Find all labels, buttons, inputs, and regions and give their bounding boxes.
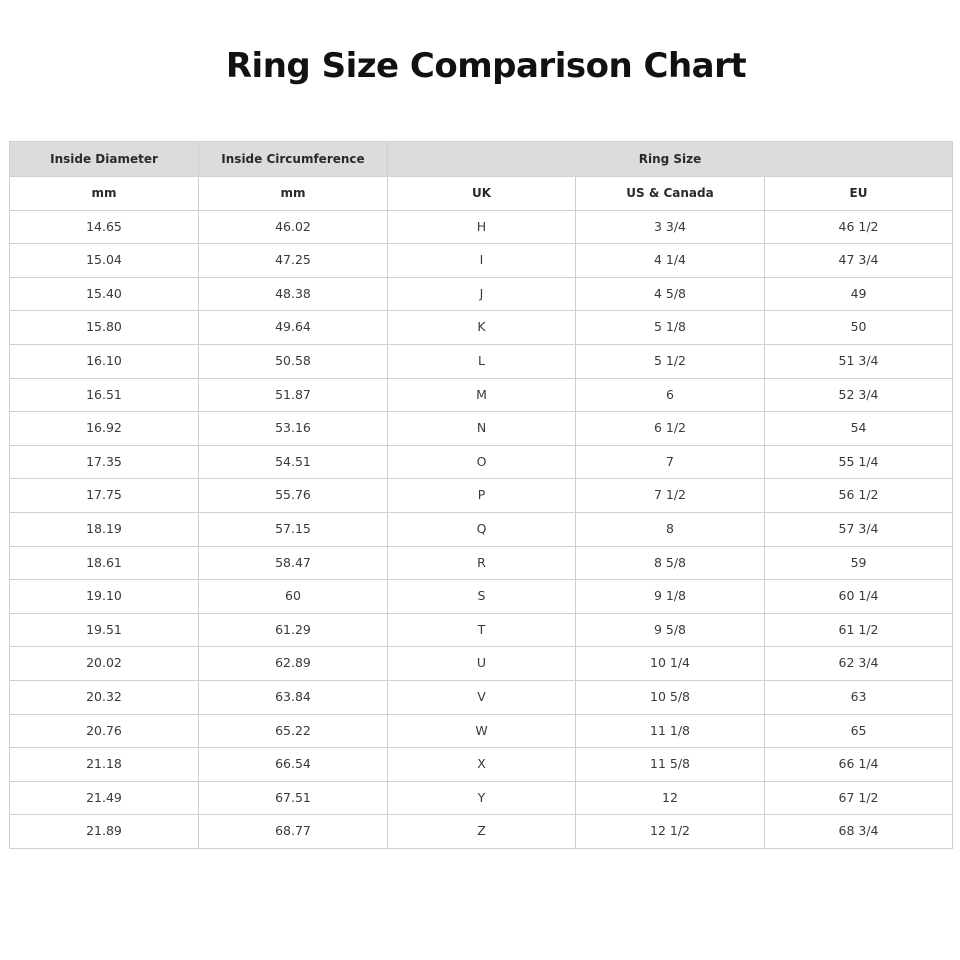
cell-eu-size: 49 <box>765 277 953 311</box>
cell-us-canada-size: 8 5/8 <box>576 546 765 580</box>
cell-uk-size: O <box>388 445 576 479</box>
cell-eu-size: 60 1/4 <box>765 580 953 614</box>
cell-inside-circumference: 51.87 <box>199 378 388 412</box>
cell-uk-size: J <box>388 277 576 311</box>
cell-inside-diameter: 20.02 <box>10 647 199 681</box>
header-ring-size: Ring Size <box>388 142 953 177</box>
cell-inside-diameter: 19.51 <box>10 613 199 647</box>
cell-uk-size: I <box>388 244 576 278</box>
cell-us-canada-size: 10 5/8 <box>576 680 765 714</box>
cell-eu-size: 62 3/4 <box>765 647 953 681</box>
cell-inside-diameter: 21.89 <box>10 815 199 849</box>
cell-us-canada-size: 4 5/8 <box>576 277 765 311</box>
cell-eu-size: 68 3/4 <box>765 815 953 849</box>
cell-uk-size: R <box>388 546 576 580</box>
cell-eu-size: 50 <box>765 311 953 345</box>
cell-eu-size: 47 3/4 <box>765 244 953 278</box>
cell-uk-size: Z <box>388 815 576 849</box>
table-row <box>10 311 953 345</box>
cell-eu-size: 52 3/4 <box>765 378 953 412</box>
table-row <box>10 445 953 479</box>
cell-us-canada-size: 12 <box>576 781 765 815</box>
cell-inside-diameter: 18.19 <box>10 512 199 546</box>
cell-us-canada-size: 8 <box>576 512 765 546</box>
table-row <box>10 412 953 446</box>
cell-inside-circumference: 65.22 <box>199 714 388 748</box>
table-row <box>10 815 953 849</box>
cell-uk-size: X <box>388 748 576 782</box>
cell-uk-size: P <box>388 479 576 513</box>
subheader-uk: UK <box>388 177 576 211</box>
cell-eu-size: 54 <box>765 412 953 446</box>
cell-inside-diameter: 16.10 <box>10 344 199 378</box>
table-row <box>10 512 953 546</box>
cell-us-canada-size: 11 5/8 <box>576 748 765 782</box>
cell-us-canada-size: 3 3/4 <box>576 210 765 244</box>
cell-inside-diameter: 14.65 <box>10 210 199 244</box>
cell-eu-size: 67 1/2 <box>765 781 953 815</box>
cell-eu-size: 66 1/4 <box>765 748 953 782</box>
cell-inside-diameter: 21.18 <box>10 748 199 782</box>
cell-inside-circumference: 63.84 <box>199 680 388 714</box>
cell-us-canada-size: 9 1/8 <box>576 580 765 614</box>
cell-us-canada-size: 12 1/2 <box>576 815 765 849</box>
sub-header-row <box>10 177 953 211</box>
table-row <box>10 378 953 412</box>
cell-inside-circumference: 47.25 <box>199 244 388 278</box>
subheader-us-canada: US & Canada <box>576 177 765 211</box>
table-row <box>10 277 953 311</box>
cell-inside-circumference: 54.51 <box>199 445 388 479</box>
cell-inside-diameter: 16.51 <box>10 378 199 412</box>
cell-eu-size: 65 <box>765 714 953 748</box>
cell-inside-diameter: 21.49 <box>10 781 199 815</box>
table-row <box>10 479 953 513</box>
cell-us-canada-size: 6 <box>576 378 765 412</box>
table-row <box>10 546 953 580</box>
table-row <box>10 680 953 714</box>
header-inside-diameter: Inside Diameter <box>10 142 199 177</box>
cell-uk-size: L <box>388 344 576 378</box>
cell-inside-diameter: 20.76 <box>10 714 199 748</box>
ring-size-table <box>9 141 953 849</box>
subheader-eu: EU <box>765 177 953 211</box>
cell-inside-circumference: 67.51 <box>199 781 388 815</box>
cell-inside-circumference: 46.02 <box>199 210 388 244</box>
cell-uk-size: N <box>388 412 576 446</box>
cell-uk-size: H <box>388 210 576 244</box>
cell-eu-size: 51 3/4 <box>765 344 953 378</box>
cell-uk-size: Q <box>388 512 576 546</box>
subheader-diameter-unit: mm <box>10 177 199 211</box>
cell-inside-circumference: 57.15 <box>199 512 388 546</box>
table-row <box>10 714 953 748</box>
table-row <box>10 647 953 681</box>
cell-us-canada-size: 5 1/2 <box>576 344 765 378</box>
cell-inside-circumference: 62.89 <box>199 647 388 681</box>
cell-us-canada-size: 7 <box>576 445 765 479</box>
cell-uk-size: W <box>388 714 576 748</box>
cell-inside-diameter: 15.40 <box>10 277 199 311</box>
cell-eu-size: 63 <box>765 680 953 714</box>
cell-inside-diameter: 15.04 <box>10 244 199 278</box>
cell-inside-circumference: 60 <box>199 580 388 614</box>
cell-inside-diameter: 17.75 <box>10 479 199 513</box>
cell-inside-circumference: 68.77 <box>199 815 388 849</box>
cell-eu-size: 61 1/2 <box>765 613 953 647</box>
cell-inside-circumference: 66.54 <box>199 748 388 782</box>
cell-us-canada-size: 11 1/8 <box>576 714 765 748</box>
cell-uk-size: M <box>388 378 576 412</box>
cell-inside-diameter: 20.32 <box>10 680 199 714</box>
cell-inside-circumference: 58.47 <box>199 546 388 580</box>
cell-eu-size: 56 1/2 <box>765 479 953 513</box>
table-row <box>10 580 953 614</box>
cell-inside-diameter: 16.92 <box>10 412 199 446</box>
cell-inside-circumference: 50.58 <box>199 344 388 378</box>
cell-eu-size: 57 3/4 <box>765 512 953 546</box>
subheader-circumference-unit: mm <box>199 177 388 211</box>
cell-uk-size: Y <box>388 781 576 815</box>
cell-us-canada-size: 10 1/4 <box>576 647 765 681</box>
table-row <box>10 781 953 815</box>
cell-us-canada-size: 7 1/2 <box>576 479 765 513</box>
cell-inside-circumference: 49.64 <box>199 311 388 345</box>
cell-uk-size: U <box>388 647 576 681</box>
table-row <box>10 344 953 378</box>
cell-us-canada-size: 6 1/2 <box>576 412 765 446</box>
cell-inside-diameter: 19.10 <box>10 580 199 614</box>
group-header-row <box>10 142 953 177</box>
table-row <box>10 613 953 647</box>
table-row <box>10 748 953 782</box>
cell-eu-size: 59 <box>765 546 953 580</box>
table-row <box>10 244 953 278</box>
cell-us-canada-size: 5 1/8 <box>576 311 765 345</box>
cell-eu-size: 55 1/4 <box>765 445 953 479</box>
cell-inside-diameter: 17.35 <box>10 445 199 479</box>
page-title: Ring Size Comparison Chart <box>225 46 747 86</box>
cell-inside-diameter: 18.61 <box>10 546 199 580</box>
cell-inside-circumference: 48.38 <box>199 277 388 311</box>
cell-us-canada-size: 9 5/8 <box>576 613 765 647</box>
cell-us-canada-size: 4 1/4 <box>576 244 765 278</box>
table-row <box>10 210 953 244</box>
cell-uk-size: V <box>388 680 576 714</box>
cell-inside-circumference: 55.76 <box>199 479 388 513</box>
cell-uk-size: K <box>388 311 576 345</box>
cell-inside-diameter: 15.80 <box>10 311 199 345</box>
cell-eu-size: 46 1/2 <box>765 210 953 244</box>
cell-uk-size: S <box>388 580 576 614</box>
header-inside-circumference: Inside Circumference <box>199 142 388 177</box>
cell-inside-circumference: 61.29 <box>199 613 388 647</box>
table-body <box>10 210 953 848</box>
cell-inside-circumference: 53.16 <box>199 412 388 446</box>
cell-uk-size: T <box>388 613 576 647</box>
